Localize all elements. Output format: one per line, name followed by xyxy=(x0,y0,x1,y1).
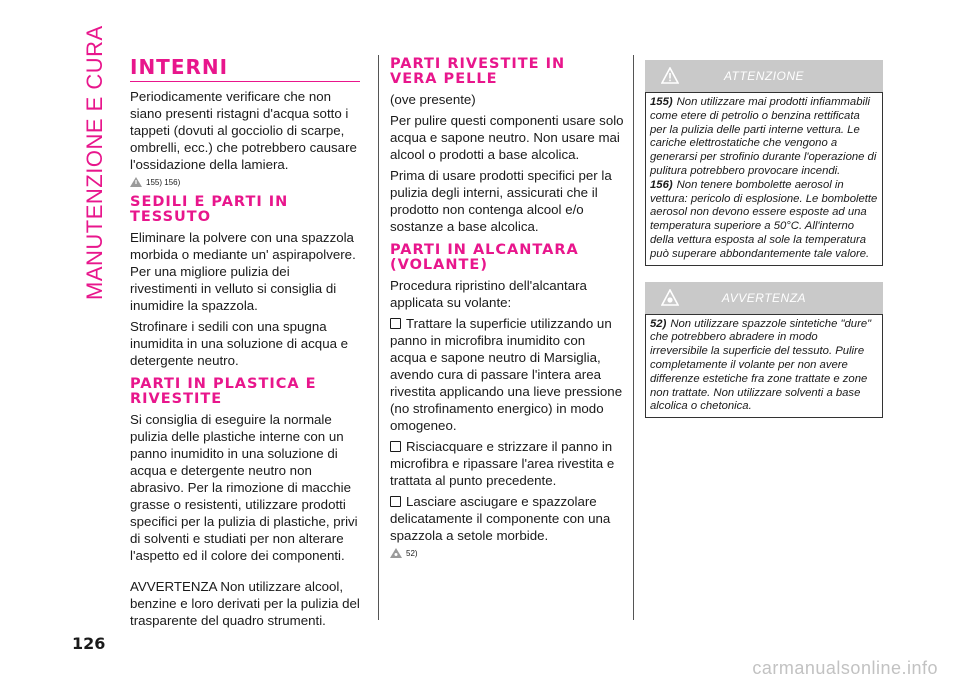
list-item: 156) Non tenere bombolette aerosol in vettura: pericolo di esplosione. Le bombolette aerosol non devono essere esposte ad una temperatura superiore a 50°C. All'interno della vettura esposta al sole la temperatura può superare abbondantemente tale valore. xyxy=(650,178,878,260)
bullet-icon xyxy=(390,441,401,452)
heading-sedili-b: TESSUTO xyxy=(130,209,212,225)
list-item: Risciacquare e strizzare il panno in microfibra e ripassare l'area rivestita e trattata al punto precedente. xyxy=(390,439,615,488)
heading-alcantara-a: PARTI IN ALCANTARA xyxy=(390,242,579,258)
pelle-p2: Prima di usare prodotti specifici per la pulizia degli interni, assicurati che il prodotto non contenga alcool e/o sostanze a base alcolica. xyxy=(390,168,612,234)
heading-pelle-a: PARTI RIVESTITE IN xyxy=(390,56,566,72)
heading-rule xyxy=(130,81,360,82)
avvertenza-title: AVVERTENZA xyxy=(721,290,807,305)
pelle-p1: Per pulire questi componenti usare solo acqua e sapone neutro. Non usare mai alcool o prodotti a base alcolica. xyxy=(390,113,624,162)
warning-icon xyxy=(130,177,142,187)
heading-plastica-a: PARTI IN PLASTICA E xyxy=(130,376,317,392)
watermark-text: carmanualsonline.info xyxy=(752,658,938,678)
column-divider xyxy=(378,55,379,620)
heading-alcantara-b: (VOLANTE) xyxy=(390,257,488,273)
list-item: 155) Non utilizzare mai prodotti infiammabili come etere di petrolio o benzina rettificata per la pulizia delle parti interne vettura. Le cariche elettrostatiche che vengono a generarsi per strofinio durante l'operazione di pulitura potrebbero provocare incendi. xyxy=(650,96,877,177)
list-item: 52) Non utilizzare spazzole sintetiche "dure" che potrebbero abradere in modo irreversibile la superficie del tessuto. Pulire completamente il volante per non avere differenze estetiche fra zone trattate e zone non trattate. Non utilizzare solventi a base alcolica o chetonica. xyxy=(650,317,872,413)
list-item: Lasciare asciugare e spazzolare delicatamente il componente con una spazzola a setole morbide. xyxy=(390,494,611,543)
attenzione-box-header xyxy=(645,60,883,92)
bullet-icon xyxy=(390,496,401,507)
heading-sedili xyxy=(130,195,360,225)
heading-sedili-a: SEDILI E PARTI IN xyxy=(130,194,289,210)
plastica-p2: AVVERTENZA Non utilizzare alcool, benzine e loro derivati per la pulizia del trasparente del quadro strumenti. xyxy=(130,579,360,628)
warning-icon xyxy=(661,67,679,85)
avvertenza-box-header xyxy=(645,282,883,314)
note-hand-icon xyxy=(390,548,402,558)
pelle-p0: (ove presente) xyxy=(390,92,476,107)
column-boxes xyxy=(645,60,883,418)
column-interni xyxy=(130,55,360,633)
bullet-icon xyxy=(390,318,401,329)
refs-text: 155) 156) xyxy=(146,177,181,187)
heading-pelle xyxy=(390,57,625,87)
alcantara-p1: Procedura ripristino dell'alcantara applicata su volante: xyxy=(390,278,587,310)
heading-interni: INTERNI xyxy=(130,55,229,79)
warning-refs xyxy=(130,177,360,187)
attenzione-box-body xyxy=(645,92,883,266)
heading-alcantara xyxy=(390,243,625,273)
sedili-p2: Strofinare i sedili con una spugna inumidita in una soluzione di acqua e detergente neutro. xyxy=(130,319,349,368)
plastica-p1: Si consiglia di eseguire la normale pulizia delle plastiche interne con un panno inumidito in una soluzione di acqua e detergente neutro non abrasivo. Per la rimozione di macchie grasse o resistenti, utilizzare prodotti specifici per la pulizia di plastiche, privi di solventi e studiati per non alterare l'aspetto ed il colore dei componenti. xyxy=(130,412,358,563)
ref-text: 52) xyxy=(406,548,418,558)
attenzione-title: ATTENZIONE xyxy=(723,69,805,83)
heading-plastica-b: RIVESTITE xyxy=(130,391,223,407)
column-divider xyxy=(633,55,634,620)
interni-intro: Periodicamente verificare che non siano presenti ristagni d'acqua sotto i tappeti (dovuti al gocciolio di scarpe, ombrelli, ecc.) che potrebbero causare l'ossidazione della lamiera. xyxy=(130,89,357,172)
heading-plastica xyxy=(130,377,360,407)
sedili-p1: Eliminare la polvere con una spazzola morbida o mediante un' aspirapolvere. Per una migliore pulizia dei rivestimenti in velluto si consiglia di inumidire la spazzola. xyxy=(130,230,356,313)
column-pelle-alcantara xyxy=(390,55,625,562)
heading-pelle-b: VERA PELLE xyxy=(390,71,498,87)
avvertenza-box-body xyxy=(645,314,883,419)
hand-icon xyxy=(661,289,679,307)
list-item: Trattare la superficie utilizzando un panno in microfibra inumidito con acqua e sapone neutro di Marsiglia, avendo cura di passare l'intera area rivestita applicando una lieve pressione (no strofinamento energico) in modo omogeneo. xyxy=(390,316,623,433)
note-ref xyxy=(390,548,625,558)
section-sidebar-title: MANUTENZIONE E CURA xyxy=(82,25,107,300)
page-number: 126 xyxy=(72,634,106,653)
